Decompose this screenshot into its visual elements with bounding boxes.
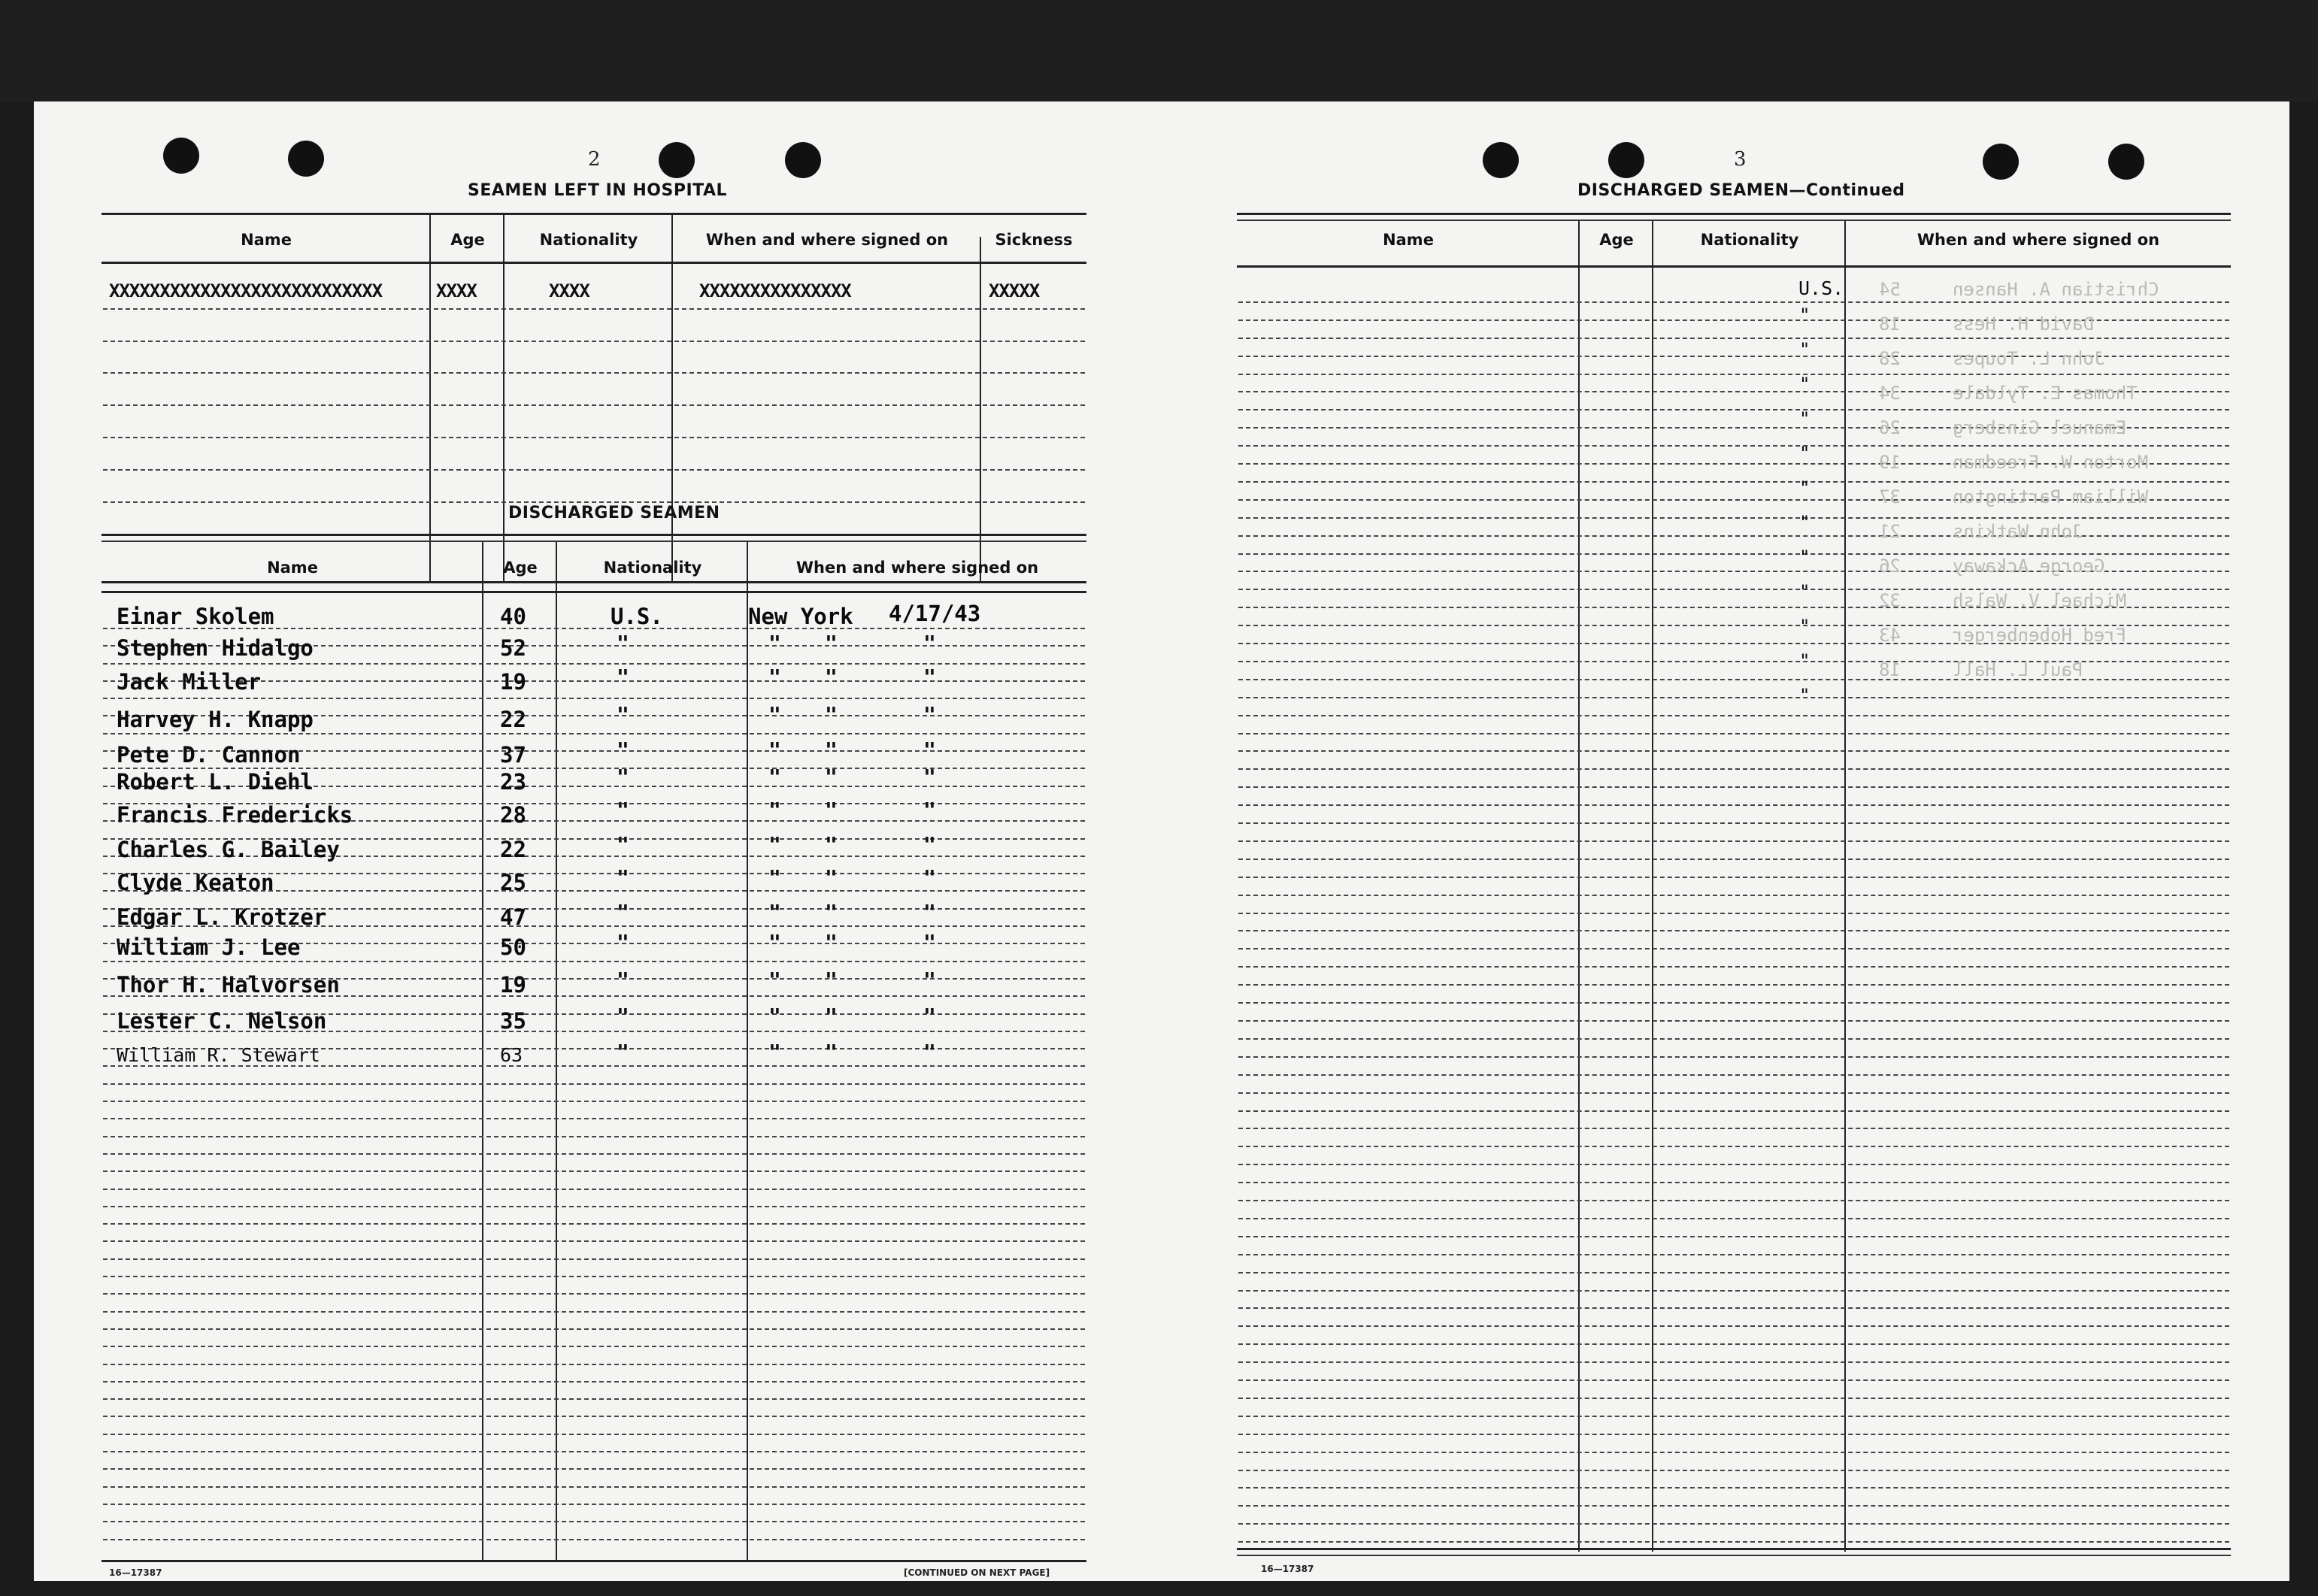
seaman-age: 22	[500, 837, 526, 862]
col-nationality-header: Nationality	[539, 231, 638, 249]
dotted-rule	[103, 1521, 1085, 1522]
dotted-rule	[103, 1136, 1085, 1137]
bleed-age: 26	[1879, 417, 1901, 438]
ditto-mark: "	[768, 702, 781, 727]
rule	[102, 213, 1086, 215]
seaman-age: 25	[500, 870, 526, 895]
col-divider	[503, 214, 505, 583]
ditto-mark: "	[923, 631, 936, 656]
dotted-rule	[1238, 804, 2229, 806]
ditto-mark: "	[825, 702, 838, 727]
seaman-name: Clyde Keaton	[117, 870, 274, 895]
ditto-mark: "	[768, 1040, 781, 1065]
ditto-mark: "	[617, 1004, 629, 1028]
dotted-rule	[1238, 1200, 2229, 1201]
col-sickness-header: Sickness	[995, 231, 1073, 249]
dotted-rule	[1238, 1128, 2229, 1129]
first-nationality: U.S.	[611, 604, 663, 629]
dotted-rule	[103, 404, 1085, 406]
dotted-rule	[103, 1171, 1085, 1172]
rule	[102, 1560, 1086, 1562]
seaman-age: 37	[500, 742, 526, 768]
bleed-age: 18	[1879, 659, 1901, 680]
col-divider	[482, 542, 483, 1561]
dotted-rule	[1238, 1146, 2229, 1147]
bleed-age: 37	[1879, 486, 1901, 507]
dotted-rule	[103, 469, 1085, 471]
punch-hole	[288, 141, 324, 177]
struck-signed-on: XXXXXXXXXXXXXXX	[699, 280, 851, 301]
bleed-name: John Watkins	[1953, 521, 2083, 542]
dotted-rule	[103, 1539, 1085, 1540]
dotted-rule	[1238, 1523, 2229, 1525]
ditto-mark: "	[617, 900, 629, 925]
col-age-header: Age	[503, 559, 538, 577]
dotted-rule	[1238, 409, 2229, 410]
ditto-mark: "	[617, 930, 629, 955]
dotted-rule	[103, 372, 1085, 374]
dotted-rule	[1238, 877, 2229, 878]
dotted-rule	[103, 1240, 1085, 1242]
seaman-name: Robert L. Diehl	[117, 769, 314, 795]
rule	[102, 541, 1086, 542]
ditto-mark: "	[1799, 581, 1810, 602]
dotted-rule	[1238, 750, 2229, 752]
dotted-rule	[1238, 1092, 2229, 1094]
ditto-mark: "	[617, 968, 629, 992]
seaman-age: 19	[500, 972, 526, 998]
ditto-mark: "	[768, 1004, 781, 1028]
struck-name: XXXXXXXXXXXXXXXXXXXXXXXXXXX	[109, 280, 383, 301]
dotted-rule	[1238, 374, 2229, 375]
page-number: 2	[588, 148, 601, 171]
ditto-mark: "	[923, 968, 936, 992]
dotted-rule	[1238, 1361, 2229, 1363]
dotted-rule	[1238, 1398, 2229, 1399]
ditto-mark: "	[1799, 304, 1810, 326]
ditto-mark: "	[1799, 477, 1810, 498]
ditto-mark: "	[768, 832, 781, 857]
dotted-rule	[1238, 1272, 2229, 1273]
ditto-mark: "	[923, 865, 936, 890]
dotted-rule	[1238, 1110, 2229, 1112]
dotted-rule	[1238, 840, 2229, 842]
dotted-rule	[103, 437, 1085, 438]
bleed-name: Thomas E. Tyldale	[1953, 383, 2138, 404]
ditto-mark: "	[825, 832, 838, 857]
dotted-rule	[103, 1381, 1085, 1382]
seaman-age: 23	[500, 769, 526, 795]
scanner-background	[0, 0, 2318, 101]
ditto-mark: "	[617, 737, 629, 762]
dotted-rule	[1238, 786, 2229, 788]
dotted-rule	[1238, 984, 2229, 986]
dotted-rule	[1238, 1343, 2229, 1345]
col-divider	[747, 542, 748, 1561]
ditto-mark: "	[768, 968, 781, 992]
ditto-mark: "	[617, 631, 629, 656]
punch-hole	[785, 142, 821, 178]
struck-sickness: XXXXX	[989, 280, 1040, 301]
ditto-mark: "	[617, 798, 629, 822]
col-age-header: Age	[450, 231, 485, 249]
dotted-rule	[1238, 1505, 2229, 1507]
dotted-rule	[103, 1258, 1085, 1260]
bleed-name: Paul L. Hall	[1953, 659, 2083, 680]
discharged-section-title: DISCHARGED SEAMEN	[508, 504, 720, 522]
bleed-age: 32	[1879, 590, 1901, 611]
col-signed-on-header: When and where signed on	[1917, 231, 2160, 249]
dotted-rule	[1238, 445, 2229, 447]
ditto-mark: "	[1799, 443, 1810, 464]
bleed-age: 26	[1879, 556, 1901, 577]
punch-hole	[1608, 142, 1644, 178]
dotted-rule	[1238, 1379, 2229, 1381]
dotted-rule	[103, 1189, 1085, 1190]
bleed-name: William Partington	[1953, 486, 2149, 507]
ditto-mark: "	[617, 865, 629, 890]
bleed-name: Fred Hobenberger	[1953, 625, 2127, 646]
dotted-rule	[103, 308, 1085, 310]
ditto-mark: "	[617, 702, 629, 727]
col-divider	[556, 542, 557, 1561]
rule	[1237, 265, 2231, 268]
form-number: 16—17387	[1261, 1564, 1314, 1574]
ditto-mark: "	[617, 832, 629, 857]
ditto-mark: "	[923, 1040, 936, 1065]
seaman-name: Lester C. Nelson	[117, 1008, 327, 1034]
ditto-mark: "	[923, 798, 936, 822]
seaman-age: 22	[500, 707, 526, 732]
ditto-mark: "	[768, 865, 781, 890]
rule	[1237, 213, 2231, 215]
dotted-rule	[1238, 1290, 2229, 1292]
ditto-mark: "	[768, 798, 781, 822]
dotted-rule	[1238, 1218, 2229, 1219]
right-page	[1178, 101, 2289, 1581]
form-number: 16—17387	[109, 1567, 162, 1578]
seaman-age: 50	[500, 934, 526, 960]
page-number: 3	[1734, 148, 1747, 171]
dotted-rule	[1238, 1254, 2229, 1255]
ditto-mark: "	[923, 930, 936, 955]
ditto-mark: "	[923, 832, 936, 857]
ditto-mark: "	[768, 665, 781, 689]
dotted-rule	[103, 1451, 1085, 1452]
ditto-mark: "	[768, 900, 781, 925]
ditto-mark: "	[1799, 512, 1810, 533]
seaman-age: 47	[500, 904, 526, 930]
seaman-name: Einar Skolem	[117, 604, 274, 629]
col-signed-on-header: When and where signed on	[795, 559, 1039, 577]
ditto-mark: "	[923, 1004, 936, 1028]
col-divider	[671, 214, 673, 583]
ditto-mark: "	[923, 665, 936, 689]
col-divider	[980, 237, 981, 583]
first-nationality: U.S.	[1798, 277, 1844, 299]
dotted-rule	[1238, 1038, 2229, 1040]
dotted-rule	[1238, 930, 2229, 931]
punch-hole	[163, 138, 199, 174]
ditto-mark: "	[825, 900, 838, 925]
ditto-mark: "	[923, 737, 936, 762]
dotted-rule	[1238, 1487, 2229, 1488]
dotted-rule	[103, 1486, 1085, 1488]
dotted-rule	[1238, 697, 2229, 698]
continued-note: [CONTINUED ON NEXT PAGE]	[904, 1567, 1050, 1578]
dotted-rule	[1238, 1307, 2229, 1309]
col-name-header: Name	[241, 231, 292, 249]
rule	[102, 581, 1086, 583]
dotted-rule	[103, 1416, 1085, 1417]
ditto-mark: "	[1799, 408, 1810, 429]
ditto-mark: "	[923, 900, 936, 925]
dotted-rule	[103, 1434, 1085, 1435]
col-name-header: Name	[1383, 231, 1434, 249]
dotted-rule	[1238, 1164, 2229, 1165]
ditto-mark: "	[825, 737, 838, 762]
dotted-rule	[103, 1504, 1085, 1505]
ditto-mark: "	[825, 665, 838, 689]
dotted-rule	[1238, 913, 2229, 914]
struck-nationality: XXXX	[549, 280, 589, 301]
ditto-mark: "	[617, 765, 629, 789]
rule	[102, 534, 1086, 536]
seaman-age: 28	[500, 802, 526, 828]
col-divider	[1652, 221, 1653, 1552]
dotted-rule	[103, 1083, 1085, 1085]
dotted-rule	[103, 961, 1085, 962]
dotted-rule	[1238, 1002, 2229, 1004]
continued-section-title: DISCHARGED SEAMEN—Continued	[1577, 181, 1905, 200]
ditto-mark: "	[1799, 339, 1810, 360]
dotted-rule	[103, 1101, 1085, 1102]
seaman-name: William R. Stewart	[117, 1044, 320, 1066]
dotted-rule	[1238, 1541, 2229, 1543]
dotted-rule	[1238, 1020, 2229, 1022]
ditto-mark: "	[825, 798, 838, 822]
rule	[1237, 1548, 2231, 1550]
dotted-rule	[1238, 1434, 2229, 1435]
ditto-mark: "	[923, 765, 936, 789]
dotted-rule	[1238, 1056, 2229, 1058]
seaman-name: Stephen Hidalgo	[117, 635, 314, 661]
ditto-mark: "	[825, 631, 838, 656]
seaman-name: Jack Miller	[117, 669, 262, 695]
ditto-mark: "	[1799, 685, 1810, 706]
seaman-age: 19	[500, 669, 526, 695]
col-signed-on-header: When and where signed on	[705, 231, 949, 249]
bleed-name: Morton W. Freedman	[1953, 452, 2149, 473]
ditto-mark: "	[768, 765, 781, 789]
rule	[102, 591, 1086, 593]
dotted-rule	[103, 1276, 1085, 1277]
dotted-rule	[1238, 301, 2229, 303]
ditto-mark: "	[617, 1040, 629, 1065]
col-divider	[1578, 221, 1580, 1552]
punch-hole	[1483, 142, 1519, 178]
ditto-mark: "	[825, 930, 838, 955]
ditto-mark: "	[1799, 616, 1810, 637]
ditto-mark: "	[768, 930, 781, 955]
dotted-rule	[103, 1398, 1085, 1400]
dotted-rule	[1238, 553, 2229, 555]
first-date: 4/17/43	[889, 601, 981, 626]
dotted-rule	[1238, 895, 2229, 896]
dotted-rule	[1238, 822, 2229, 824]
seaman-age: 35	[500, 1008, 526, 1034]
ditto-mark: "	[768, 737, 781, 762]
seaman-name: Edgar L. Krotzer	[117, 904, 327, 930]
dotted-rule	[1238, 481, 2229, 483]
col-divider	[1844, 221, 1846, 1552]
dotted-rule	[1238, 733, 2229, 734]
dotted-rule	[1238, 768, 2229, 770]
seaman-age: 40	[500, 604, 526, 629]
bleed-name: Emanuel Ginsberg	[1953, 417, 2127, 438]
rule	[1237, 1555, 2231, 1556]
ditto-mark: "	[1799, 650, 1810, 671]
bleed-age: 54	[1879, 279, 1901, 300]
left-page	[34, 101, 1178, 1581]
first-place: New York	[748, 604, 853, 629]
punch-hole	[1983, 144, 2019, 180]
ditto-mark: "	[768, 631, 781, 656]
dotted-rule	[1238, 1325, 2229, 1327]
dotted-rule	[103, 341, 1085, 342]
seaman-age: 63	[500, 1044, 523, 1066]
col-nationality-header: Nationality	[1700, 231, 1799, 249]
dotted-rule	[103, 1206, 1085, 1207]
ditto-mark: "	[825, 968, 838, 992]
bleed-name: Michael V. Walsh	[1953, 590, 2127, 611]
bleed-name: George Ackaway	[1953, 556, 2105, 577]
ditto-mark: "	[825, 1040, 838, 1065]
ditto-mark: "	[617, 665, 629, 689]
dotted-rule	[103, 501, 1085, 503]
ditto-mark: "	[923, 702, 936, 727]
dotted-rule	[103, 1153, 1085, 1155]
dotted-rule	[103, 1346, 1085, 1347]
bleed-age: 28	[1879, 348, 1901, 369]
punch-hole	[659, 142, 695, 178]
bleed-age: 34	[1879, 383, 1901, 404]
seaman-name: Francis Fredericks	[117, 802, 353, 828]
dotted-rule	[103, 663, 1085, 665]
dotted-rule	[1238, 338, 2229, 339]
ditto-mark: "	[825, 1004, 838, 1028]
bleed-age: 19	[1879, 452, 1901, 473]
rule	[102, 262, 1086, 264]
dotted-rule	[1238, 1236, 2229, 1237]
struck-age: XXXX	[436, 280, 477, 301]
dotted-rule	[103, 1468, 1085, 1470]
dotted-rule	[103, 1311, 1085, 1313]
col-nationality-header: Nationality	[603, 559, 702, 577]
col-divider	[429, 214, 431, 583]
dotted-rule	[1238, 517, 2229, 519]
rule	[1237, 220, 2231, 221]
dotted-rule	[1238, 1182, 2229, 1183]
bleed-name: John L. Toupes	[1953, 348, 2105, 369]
seaman-name: Charles G. Bailey	[117, 837, 340, 862]
bleed-name: David H. Hess	[1953, 313, 2094, 335]
ditto-mark: "	[1799, 374, 1810, 395]
bleed-name: Christian A. Hansen	[1953, 279, 2159, 300]
dotted-rule	[103, 698, 1085, 699]
dotted-rule	[1238, 859, 2229, 860]
seaman-name: Thor H. Halvorsen	[117, 972, 340, 998]
dotted-rule	[103, 1293, 1085, 1295]
col-name-header: Name	[267, 559, 318, 577]
seaman-name: William J. Lee	[117, 934, 301, 960]
dotted-rule	[1238, 966, 2229, 968]
dotted-rule	[103, 733, 1085, 734]
dotted-rule	[1238, 948, 2229, 949]
seaman-age: 52	[500, 635, 526, 661]
hospital-section-title: SEAMEN LEFT IN HOSPITAL	[468, 181, 728, 200]
dotted-rule	[1238, 1074, 2229, 1076]
seaman-name: Pete D. Cannon	[117, 742, 301, 768]
col-age-header: Age	[1599, 231, 1634, 249]
dotted-rule	[103, 1118, 1085, 1119]
bleed-age: 21	[1879, 521, 1901, 542]
dotted-rule	[1238, 1452, 2229, 1453]
dotted-rule	[103, 1223, 1085, 1225]
ditto-mark: "	[825, 765, 838, 789]
dotted-rule	[1238, 1416, 2229, 1417]
dotted-rule	[103, 1328, 1085, 1330]
dotted-rule	[103, 1364, 1085, 1365]
bleed-age: 43	[1879, 625, 1901, 646]
punch-hole	[2108, 144, 2144, 180]
dotted-rule	[1238, 715, 2229, 716]
seaman-name: Harvey H. Knapp	[117, 707, 314, 732]
dotted-rule	[1238, 1470, 2229, 1471]
ditto-mark: "	[1799, 547, 1810, 568]
bleed-age: 18	[1879, 313, 1901, 335]
ditto-mark: "	[825, 865, 838, 890]
